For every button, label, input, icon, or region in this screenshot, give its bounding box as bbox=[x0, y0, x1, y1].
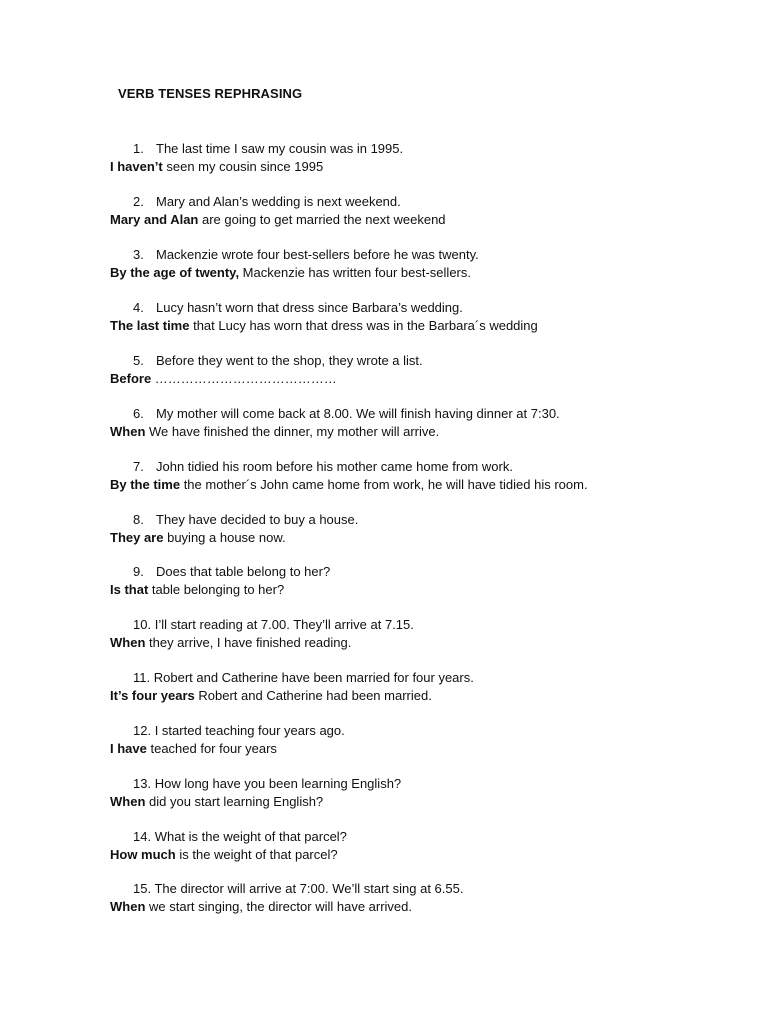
answer-rest: we start singing, the director will have arrived. bbox=[145, 899, 413, 914]
answer-rest: buying a house now. bbox=[163, 530, 286, 545]
item-number: 8. bbox=[133, 512, 144, 527]
item-number: 2. bbox=[133, 194, 144, 209]
exercise-item bbox=[0, 828, 768, 864]
answer-rest: they arrive, I have finished reading. bbox=[145, 635, 352, 650]
exercise-item bbox=[0, 193, 768, 229]
exercise-item bbox=[0, 458, 768, 494]
item-question-line bbox=[133, 616, 414, 633]
answer-lead: It’s four years bbox=[110, 688, 195, 703]
item-answer bbox=[110, 634, 351, 651]
answer-lead: The last time bbox=[110, 318, 190, 333]
answer-rest: Robert and Catherine had been married. bbox=[194, 688, 432, 703]
item-number: 10. bbox=[133, 617, 152, 632]
item-number: 11. bbox=[133, 670, 151, 685]
exercise-item bbox=[0, 775, 768, 811]
item-number: 7. bbox=[133, 459, 144, 474]
answer-lead: Is that bbox=[110, 582, 149, 597]
item-number: 5. bbox=[133, 353, 144, 368]
item-question: The director will arrive at 7:00. We’ll start sing at 6.55. bbox=[154, 881, 464, 896]
answer-rest: are going to get married the next weekend bbox=[198, 212, 446, 227]
item-answer bbox=[110, 158, 323, 175]
item-answer bbox=[110, 529, 286, 546]
answer-rest: did you start learning English? bbox=[145, 794, 324, 809]
exercise-item bbox=[0, 563, 768, 599]
item-question: My mother will come back at 8.00. We will finish having dinner at 7:30. bbox=[156, 406, 560, 421]
item-answer bbox=[110, 846, 338, 863]
item-question: Before they went to the shop, they wrote a list. bbox=[156, 353, 423, 368]
item-question: I started teaching four years ago. bbox=[154, 723, 345, 738]
document-title: VERB TENSES REPHRASING bbox=[118, 86, 303, 101]
item-question-line bbox=[133, 669, 474, 686]
item-question: John tidied his room before his mother came home from work. bbox=[156, 459, 513, 474]
item-question: Mary and Alan’s wedding is next weekend. bbox=[156, 194, 401, 209]
item-question: I’ll start reading at 7.00. They’ll arrive at 7.15. bbox=[154, 617, 414, 632]
item-number: 12. bbox=[133, 723, 152, 738]
item-answer bbox=[110, 370, 337, 387]
answer-lead: Before bbox=[110, 371, 152, 386]
item-question: Does that table belong to her? bbox=[156, 564, 331, 579]
exercise-item bbox=[0, 352, 768, 388]
answer-lead: By the time bbox=[110, 477, 181, 492]
item-question: They have decided to buy a house. bbox=[156, 512, 359, 527]
answer-lead: Mary and Alan bbox=[110, 212, 199, 227]
item-answer bbox=[110, 581, 284, 598]
item-number: 9. bbox=[133, 564, 144, 579]
item-number: 1. bbox=[133, 141, 144, 156]
answer-rest: …………………………………… bbox=[151, 371, 337, 386]
item-question: Mackenzie wrote four best-sellers before he was twenty. bbox=[156, 247, 479, 262]
exercise-item bbox=[0, 616, 768, 652]
item-number: 13. bbox=[133, 776, 152, 791]
item-question-line bbox=[133, 828, 347, 845]
item-number: 6. bbox=[133, 406, 144, 421]
exercise-item bbox=[0, 246, 768, 282]
item-question-line bbox=[133, 880, 463, 897]
answer-lead: When bbox=[110, 424, 146, 439]
answer-lead: They are bbox=[110, 530, 164, 545]
item-answer bbox=[110, 687, 432, 704]
exercise-item bbox=[0, 140, 768, 176]
item-answer bbox=[110, 898, 412, 915]
item-number: 15. bbox=[133, 881, 152, 896]
answer-lead: I haven’t bbox=[110, 159, 163, 174]
item-answer bbox=[110, 211, 446, 228]
item-number: 3. bbox=[133, 247, 144, 262]
item-number: 14. bbox=[133, 829, 152, 844]
item-question: What is the weight of that parcel? bbox=[154, 829, 347, 844]
exercise-item bbox=[0, 722, 768, 758]
item-question-line bbox=[133, 775, 401, 792]
item-answer bbox=[110, 740, 277, 757]
item-question-line bbox=[133, 722, 345, 739]
answer-lead: When bbox=[110, 794, 146, 809]
answer-lead: When bbox=[110, 635, 146, 650]
answer-lead: How much bbox=[110, 847, 176, 862]
answer-rest: the mother´s John came home from work, he will have tidied his room. bbox=[180, 477, 588, 492]
exercise-item bbox=[0, 669, 768, 705]
item-answer bbox=[110, 476, 588, 493]
answer-lead: When bbox=[110, 899, 146, 914]
item-answer bbox=[110, 423, 439, 440]
answer-rest: is the weight of that parcel? bbox=[175, 847, 338, 862]
item-question: Robert and Catherine have been married for four years. bbox=[153, 670, 474, 685]
item-answer bbox=[110, 317, 538, 334]
answer-lead: By the age of twenty, bbox=[110, 265, 240, 280]
answer-rest: Mackenzie has written four best-sellers. bbox=[239, 265, 471, 280]
exercise-item bbox=[0, 299, 768, 335]
item-answer bbox=[110, 793, 323, 810]
answer-rest: table belonging to her? bbox=[148, 582, 285, 597]
exercise-item bbox=[0, 405, 768, 441]
answer-rest: that Lucy has worn that dress was in the Barbara´s wedding bbox=[189, 318, 538, 333]
item-number: 4. bbox=[133, 300, 144, 315]
answer-rest: seen my cousin since 1995 bbox=[162, 159, 324, 174]
item-question: The last time I saw my cousin was in 1995. bbox=[156, 141, 404, 156]
exercise-item bbox=[0, 511, 768, 547]
answer-rest: We have finished the dinner, my mother will arrive. bbox=[145, 424, 440, 439]
exercise-item bbox=[0, 880, 768, 916]
item-question: How long have you been learning English? bbox=[154, 776, 402, 791]
item-question: Lucy hasn’t worn that dress since Barbara’s wedding. bbox=[156, 300, 463, 315]
answer-rest: teached for four years bbox=[146, 741, 277, 756]
item-answer bbox=[110, 264, 471, 281]
answer-lead: I have bbox=[110, 741, 147, 756]
